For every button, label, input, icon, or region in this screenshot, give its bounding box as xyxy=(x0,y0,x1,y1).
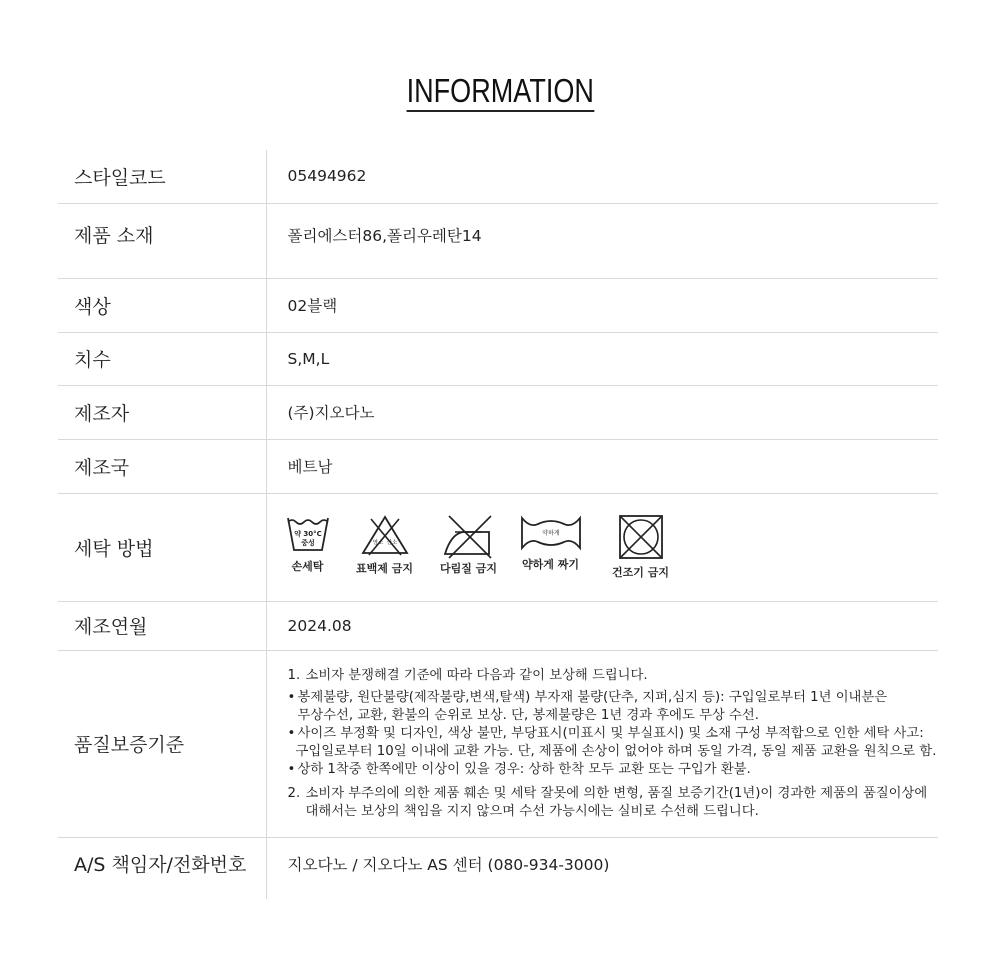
row-label: 품질보증기준 xyxy=(58,650,266,837)
row-value: 폴리에스터86,폴리우레탄14 xyxy=(287,226,482,245)
item-text: 소비자 부주의에 의한 제품 훼손 및 세탁 잘못에 의한 변형, 품질 보증기간(1년)이 경과한 제품의 품질이상에 xyxy=(305,785,928,801)
quality-item-2 xyxy=(288,785,939,803)
laundry-icons xyxy=(285,514,939,580)
row-label: 제조자 xyxy=(58,385,266,439)
icon-text: 중성 xyxy=(300,539,315,547)
row-label: 제조국 xyxy=(58,439,266,493)
table-row-color xyxy=(58,278,938,332)
row-value: 05494962 xyxy=(287,167,367,186)
icon-caption: 건조기 금지 xyxy=(612,566,669,579)
row-label: 제품 소재 xyxy=(58,203,266,278)
table-row-country xyxy=(58,439,938,493)
icon-caption: 표백제 금지 xyxy=(356,562,413,575)
table-row-material xyxy=(58,203,938,278)
row-value: S,M,L xyxy=(287,349,330,368)
item-text: 대해서는 보상의 책임을 지지 않으며 수선 가능시에는 실비로 수선해 드립니다. xyxy=(305,803,759,819)
icon-caption: 다림질 금지 xyxy=(440,562,497,575)
table-row-quality xyxy=(58,650,938,837)
item-number: 2. xyxy=(287,785,301,801)
laundry-item xyxy=(519,514,583,572)
page-title: INFORMATION xyxy=(406,72,593,112)
bullet-text: 사이즈 부정확 및 디자인, 색상 불만, 부당표시(미표시 및 부실표시) 및 소재 구성 부적합으로 인한 세탁 사고: xyxy=(297,725,924,741)
laundry-item xyxy=(439,514,499,576)
table-row-laundry xyxy=(58,493,938,601)
table-row-manufacture-date xyxy=(58,601,938,650)
row-label: 세탁 방법 xyxy=(58,493,266,601)
gentle-wring-icon xyxy=(520,514,582,552)
product-info-table xyxy=(58,150,938,899)
row-value: (주)지오다노 xyxy=(287,404,375,422)
row-label: 제조연월 xyxy=(58,601,266,650)
row-label: 치수 xyxy=(58,332,266,385)
laundry-icons-cell xyxy=(266,493,938,601)
icon-text: 염소 xyxy=(372,540,383,546)
icon-text: 산소 xyxy=(386,540,397,546)
row-value: 2024.08 xyxy=(287,616,352,635)
no-bleach-icon xyxy=(360,514,410,556)
item-number: 1. xyxy=(287,667,301,683)
no-tumble-dry-icon xyxy=(618,514,664,560)
table-row-size xyxy=(58,332,938,385)
row-label: A/S 책임자/전화번호 xyxy=(58,837,266,899)
icon-text: 약하게 xyxy=(541,530,560,537)
laundry-item xyxy=(357,514,413,576)
bullet-text: 봉제불량, 원단불량(제작불량,변색,탈색) 부자재 불량(단추, 지퍼,심지 등): 구입일로부터 1년 이내분은 xyxy=(297,689,888,705)
quality-item-1 xyxy=(288,667,939,685)
row-label: 스타일코드 xyxy=(58,150,266,203)
quality-bullet xyxy=(288,761,939,779)
quality-bullet xyxy=(288,689,939,707)
laundry-item xyxy=(611,514,671,580)
bullet-text: 무상수선, 교환, 환불의 순위로 보상. 단, 봉제불량은 1년 경과 후에도 무상 수선. xyxy=(297,707,759,723)
page-title-wrap xyxy=(0,72,1000,112)
laundry-item xyxy=(285,514,331,574)
quality-bullet xyxy=(288,725,939,743)
bullet-text: 구입일로부터 10일 이내에 교환 가능. 단, 제품에 손상이 없어야 하며 동일 가격, 동일 제품 교환을 원칙으로 함. xyxy=(295,743,937,759)
row-label: 색상 xyxy=(58,278,266,332)
icon-caption: 약하게 짜기 xyxy=(522,558,579,571)
item-text: 소비자 분쟁해결 기준에 따라 다음과 같이 보상해 드립니다. xyxy=(305,667,648,683)
no-iron-icon xyxy=(441,514,497,560)
quality-bullet-cont xyxy=(288,707,939,725)
row-value: 02블랙 xyxy=(287,297,338,315)
bullet-text: 상하 1착중 한쪽에만 이상이 있을 경우: 상하 한착 모두 교환 또는 구입가 환불. xyxy=(297,761,751,777)
quality-item-2-cont xyxy=(288,803,939,821)
table-row-style-code xyxy=(58,150,938,203)
bullet-mark: • xyxy=(287,689,296,705)
row-value: 베트남 xyxy=(287,458,333,476)
row-value: 지오다노 / 지오다노 AS 센터 (080-934-3000) xyxy=(287,855,610,874)
table-row-as-contact xyxy=(58,837,938,899)
icon-text: 약 30°C xyxy=(293,530,322,538)
bullet-mark: • xyxy=(287,725,296,741)
table-row-manufacturer xyxy=(58,385,938,439)
quality-bullet-cont xyxy=(288,743,939,761)
bullet-mark: • xyxy=(287,761,296,777)
icon-caption: 손세탁 xyxy=(291,560,324,573)
quality-cell xyxy=(266,650,938,837)
hand-wash-icon xyxy=(286,514,330,554)
